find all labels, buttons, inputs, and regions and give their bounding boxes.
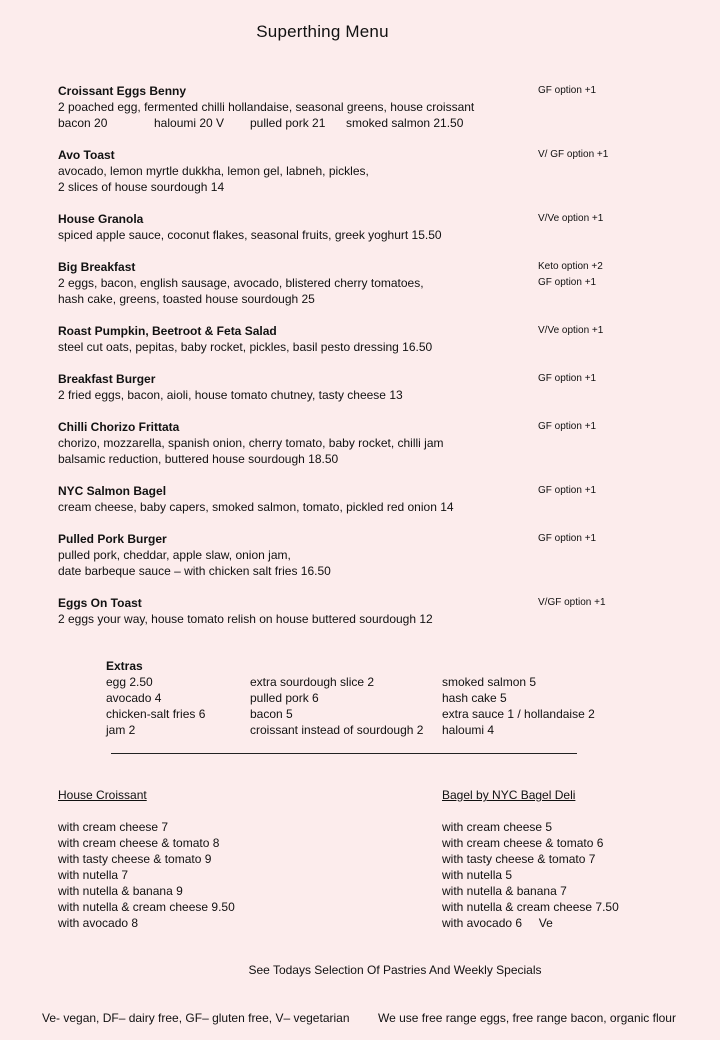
item-description: 2 fried eggs, bacon, aioli, house tomato chutney, tasty cheese 13 xyxy=(58,388,403,402)
option-label: V/Ve option +1 xyxy=(538,213,604,224)
extras-column xyxy=(106,674,205,738)
item-name: Avo Toast xyxy=(58,148,115,162)
option-label: Keto option +2 xyxy=(538,261,603,272)
item-name: Breakfast Burger xyxy=(58,372,156,386)
extra-item: jam 2 xyxy=(106,723,136,737)
list-item: with avocado 6 Ve xyxy=(442,916,553,930)
item-name: Roast Pumpkin, Beetroot & Feta Salad xyxy=(58,324,277,338)
option-label: GF option +1 xyxy=(538,533,597,544)
house-croissant-section xyxy=(58,787,235,931)
extra-item: smoked salmon 5 xyxy=(442,675,537,689)
item-description: cream cheese, baby capers, smoked salmon, tomato, pickled red onion 14 xyxy=(58,500,454,514)
item-options xyxy=(538,483,596,499)
menu-item xyxy=(58,147,678,195)
list-item: with cream cheese & tomato 6 xyxy=(442,836,604,850)
item-description: date barbeque sauce – with chicken salt fries 16.50 xyxy=(58,564,331,578)
extra-item: egg 2.50 xyxy=(106,675,153,689)
item-description: chorizo, mozzarella, spanish onion, cherry tomato, baby rocket, chilli jam xyxy=(58,436,444,450)
menu-item xyxy=(58,371,678,403)
item-description: spiced apple sauce, coconut flakes, seasonal fruits, greek yoghurt 15.50 xyxy=(58,228,442,242)
menu-item xyxy=(58,83,678,131)
list-item: with nutella & cream cheese 7.50 xyxy=(442,900,619,914)
page-title: Superthing Menu xyxy=(256,22,389,41)
extra-item: extra sauce 1 / hollandaise 2 xyxy=(442,707,595,721)
extra-item: extra sourdough slice 2 xyxy=(250,675,375,689)
list-item: with cream cheese & tomato 8 xyxy=(58,836,220,850)
list-item: with tasty cheese & tomato 9 xyxy=(58,852,212,866)
item-options xyxy=(538,259,603,291)
extra-item: avocado 4 xyxy=(106,691,162,705)
item-description: pulled pork, cheddar, apple slaw, onion jam, xyxy=(58,548,291,562)
menu-item xyxy=(58,323,678,355)
divider xyxy=(111,753,577,754)
specials-note: See Todays Selection Of Pastries And Weekly Specials xyxy=(248,963,542,977)
item-name: Croissant Eggs Benny xyxy=(58,84,187,98)
extra-item: chicken-salt fries 6 xyxy=(106,707,206,721)
extra-item: croissant instead of sourdough 2 xyxy=(250,723,424,737)
item-name: Chilli Chorizo Frittata xyxy=(58,420,180,434)
option-label: GF option +1 xyxy=(538,485,597,496)
item-variants xyxy=(58,115,678,131)
item-options xyxy=(538,531,596,547)
item-options xyxy=(538,83,596,99)
item-description: 2 poached egg, fermented chilli hollandaise, seasonal greens, house croissant xyxy=(58,100,475,114)
item-options xyxy=(538,211,603,227)
item-description: 2 slices of house sourdough 14 xyxy=(58,180,225,194)
extras-column xyxy=(250,674,423,738)
item-description: 2 eggs, bacon, english sausage, avocado, blistered cherry tomatoes, xyxy=(58,276,424,290)
option-label: GF option +1 xyxy=(538,421,597,432)
list-item: with tasty cheese & tomato 7 xyxy=(442,852,596,866)
item-description: avocado, lemon myrtle dukkha, lemon gel, labneh, pickles, xyxy=(58,164,369,178)
item-name: Pulled Pork Burger xyxy=(58,532,167,546)
extras-column xyxy=(442,674,595,738)
menu-item xyxy=(58,595,678,627)
extras-heading: Extras xyxy=(106,659,143,673)
item-name: Big Breakfast xyxy=(58,260,136,274)
option-label: GF option +1 xyxy=(538,85,597,96)
dietary-legend: Ve- vegan, DF– dairy free, GF– gluten free, V– vegetarian xyxy=(42,1011,350,1025)
item-name: Eggs On Toast xyxy=(58,596,142,610)
extra-item: bacon 5 xyxy=(250,707,293,721)
item-description: hash cake, greens, toasted house sourdough 25 xyxy=(58,292,315,306)
option-label: GF option +1 xyxy=(538,373,597,384)
item-options xyxy=(538,371,596,387)
list-item: with cream cheese 5 xyxy=(442,820,553,834)
list-item: with nutella & banana 7 xyxy=(442,884,567,898)
extras-section xyxy=(106,658,626,738)
option-label: V/GF option +1 xyxy=(538,597,606,608)
sourcing-note: We use free range eggs, free range bacon, organic flour xyxy=(378,1011,676,1025)
extra-item: haloumi 4 xyxy=(442,723,495,737)
menu-item xyxy=(58,483,678,515)
section-heading: House Croissant xyxy=(58,788,147,802)
extra-item: pulled pork 6 xyxy=(250,691,319,705)
variant: bacon 20 xyxy=(58,116,108,130)
menu-item xyxy=(58,211,678,243)
item-options xyxy=(538,595,606,611)
menu-item xyxy=(58,259,678,307)
list-item: with cream cheese 7 xyxy=(58,820,169,834)
list-item: with avocado 8 xyxy=(58,916,139,930)
menu-item xyxy=(58,419,678,467)
list-item: with nutella & banana 9 xyxy=(58,884,183,898)
variant: haloumi 20 V xyxy=(154,116,225,130)
option-label: V/ GF option +1 xyxy=(538,149,609,160)
list-item: with nutella 5 xyxy=(442,868,513,882)
item-name: House Granola xyxy=(58,212,144,226)
variant: pulled pork 21 xyxy=(250,116,326,130)
item-options xyxy=(538,323,603,339)
section-heading: Bagel by NYC Bagel Deli xyxy=(442,788,576,802)
bagel-section xyxy=(442,787,619,931)
item-options xyxy=(538,419,596,435)
option-label: GF option +1 xyxy=(538,277,597,288)
menu-item xyxy=(58,531,678,579)
item-options xyxy=(538,147,608,163)
item-name: NYC Salmon Bagel xyxy=(58,484,167,498)
option-label: V/Ve option +1 xyxy=(538,325,604,336)
list-item: with nutella & cream cheese 9.50 xyxy=(58,900,235,914)
item-description: 2 eggs your way, house tomato relish on house buttered sourdough 12 xyxy=(58,612,433,626)
extra-item: hash cake 5 xyxy=(442,691,507,705)
list-item: with nutella 7 xyxy=(58,868,129,882)
variant: smoked salmon 21.50 xyxy=(346,116,464,130)
item-description: steel cut oats, pepitas, baby rocket, pickles, basil pesto dressing 16.50 xyxy=(58,340,433,354)
item-description: balsamic reduction, buttered house sourdough 18.50 xyxy=(58,452,339,466)
